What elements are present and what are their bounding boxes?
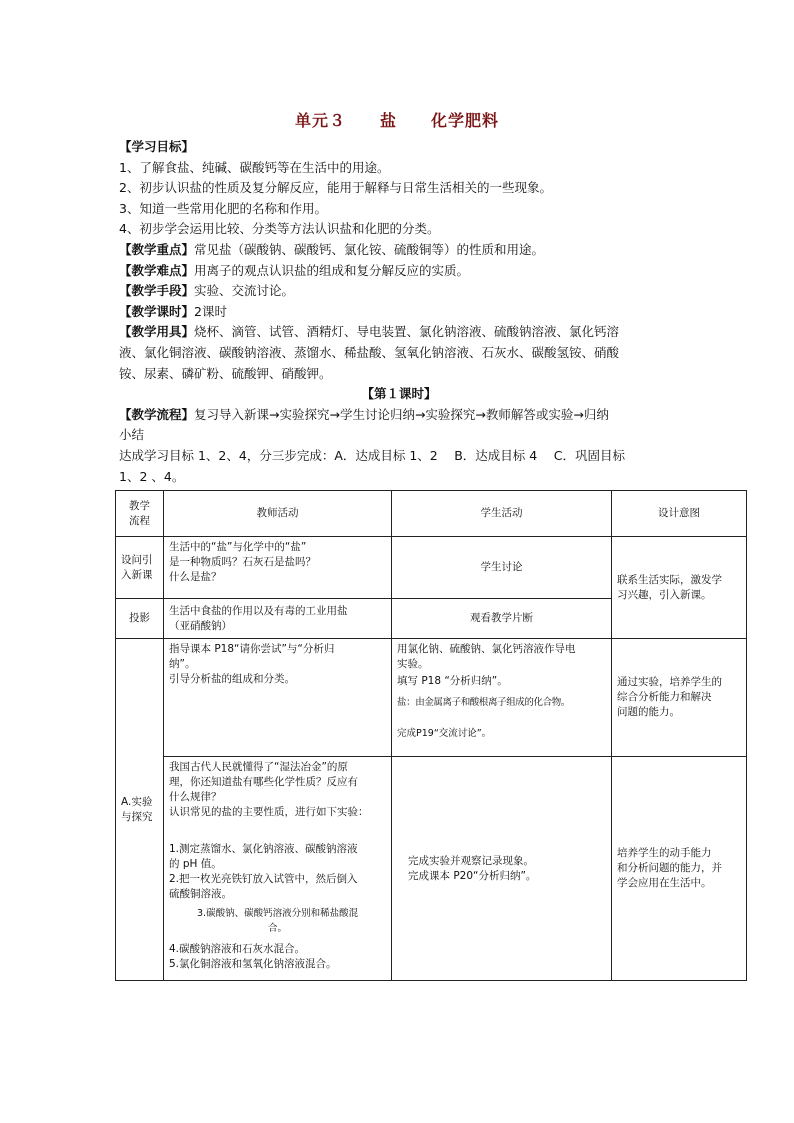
experiment-3-line: 3.碳酸钠、碳酸钙溶液分别和稀盐酸混 bbox=[197, 908, 359, 919]
experiment-1-line: 的 pH 值。 bbox=[169, 858, 222, 870]
hours-label: 【教学课时】 bbox=[119, 303, 195, 319]
intent-experiments-line: 学会应用在生活中。 bbox=[617, 877, 712, 889]
methods bbox=[119, 281, 679, 302]
objective-2: 2、初步认识盐的性质及复分解反应，能用于解释与日常生活相关的一些现象。 bbox=[119, 180, 552, 196]
lesson-table bbox=[115, 490, 747, 981]
teacher-intro-line: 是一种物质吗？石灰石是盐吗？ bbox=[169, 556, 316, 568]
objective-3: 3、知道一些常用化肥的名称和作用。 bbox=[119, 200, 327, 216]
methods-text: 实验、交流讨论。 bbox=[194, 283, 295, 299]
student-experiments bbox=[392, 757, 612, 981]
student-guide-line: 盐：由金属离子和酸根离子组成的化合物。 bbox=[397, 697, 570, 708]
key-points-text: 常见盐（碳酸钠、碳酸钙、氯化铵、硫酸铜等）的性质和用途。 bbox=[194, 241, 545, 257]
intent-intro-line: 习兴趣，引入新课。 bbox=[617, 588, 712, 601]
flow-experiment-line1: A.实验 bbox=[121, 795, 153, 808]
process-label: 【教学流程】 bbox=[119, 406, 195, 422]
table-row bbox=[116, 757, 747, 981]
header-flow bbox=[116, 491, 164, 537]
flow-experiment-line2: 与探究 bbox=[121, 810, 153, 823]
tools-line1: 烧杯、滴管、试管、酒精灯、导电装置、氯化钠溶液、硫酸钠溶液、氯化钙溶 bbox=[194, 324, 620, 340]
experiment-2 bbox=[169, 872, 386, 902]
experiment-4 bbox=[169, 942, 386, 957]
lesson-heading: 【第１课时】 bbox=[361, 386, 437, 402]
objective-4: 4、初步学会运用比较、分类等方法认识盐和化肥的分类。 bbox=[119, 221, 440, 237]
intent-guide-line: 通过实验，培养学生的 bbox=[617, 676, 722, 688]
intent-experiments-line: 培养学生的动手能力 bbox=[617, 847, 712, 859]
header-flow-line1: 教学 bbox=[129, 499, 150, 512]
process bbox=[119, 405, 679, 426]
header-student: 学生活动 bbox=[392, 491, 612, 537]
experiment-4-line: 4.碳酸钠溶液和石灰水混合。 bbox=[169, 943, 306, 955]
intent-guide-line: 综合分析能力和解决 bbox=[617, 691, 712, 703]
student-experiments-line: 完成课本 P20“分析归纳”。 bbox=[408, 869, 537, 882]
student-guide-line: 实验。 bbox=[397, 658, 429, 670]
intent-experiments-line: 和分析问题的能力，并 bbox=[617, 862, 722, 874]
intent-intro bbox=[612, 537, 747, 639]
student-guide bbox=[392, 639, 612, 757]
student-experiments-line: 完成实验并观察记录现象。 bbox=[408, 854, 534, 867]
key-points-label: 【教学重点】 bbox=[119, 241, 195, 257]
teacher-experiments-line: 我国古代人民就懂得了“湿法冶金”的原 bbox=[169, 761, 348, 773]
goals-line2: 1、2 、4。 bbox=[119, 468, 185, 484]
intent-guide bbox=[612, 639, 747, 757]
student-projection: 观看教学片断 bbox=[392, 599, 612, 639]
tools-label: 【教学用具】 bbox=[119, 324, 195, 340]
flow-intro-line1: 设问引 bbox=[121, 553, 153, 566]
intent-intro-line: 联系生活实际，激发学 bbox=[617, 573, 722, 586]
hours-text: 2课时 bbox=[194, 303, 227, 319]
student-guide-line: 填写 P18 “分析归纳”。 bbox=[397, 675, 508, 687]
difficulties-text: 用离子的观点认识盐的组成和复分解反应的实质。 bbox=[194, 262, 470, 278]
experiment-3-line: 合。 bbox=[267, 923, 287, 934]
experiment-1 bbox=[169, 842, 386, 872]
flow-intro-line2: 入新课 bbox=[121, 568, 153, 581]
experiment-2-line: 2.把一枚光亮铁钉放入试管中，然后倒入 bbox=[169, 873, 358, 885]
teacher-intro bbox=[164, 537, 392, 599]
objectives-heading: 【学习目标】 bbox=[119, 139, 195, 154]
teacher-guide bbox=[164, 639, 392, 757]
experiment-1-line: 1.测定蒸馏水、氯化钠溶液、碳酸钠溶液 bbox=[169, 843, 358, 855]
intent-experiments bbox=[612, 757, 747, 981]
methods-label: 【教学手段】 bbox=[119, 283, 195, 299]
intent-guide-line: 问题的能力。 bbox=[617, 706, 680, 718]
flow-intro bbox=[116, 537, 164, 599]
experiment-5 bbox=[169, 957, 386, 972]
difficulties-label: 【教学难点】 bbox=[119, 262, 195, 278]
experiment-3 bbox=[169, 906, 386, 936]
table-header-row bbox=[116, 491, 747, 537]
page-title: 单元３ 盐 化学肥料 bbox=[294, 111, 499, 130]
process-line2: 小结 bbox=[119, 427, 145, 443]
experiment-2-line: 硫酸铜溶液。 bbox=[169, 888, 232, 900]
teacher-projection bbox=[164, 599, 392, 639]
tools-line2: 液、氯化铜溶液、碳酸钠溶液、蒸馏水、稀盐酸、氢氧化钠溶液、石灰水、碳酸氢铵、硝酸 bbox=[119, 344, 620, 360]
teacher-guide-line: 纳”。 bbox=[169, 658, 196, 670]
teacher-experiments bbox=[164, 757, 392, 981]
teacher-experiments-line: 什么规律？ bbox=[169, 791, 222, 803]
tools bbox=[119, 322, 679, 343]
key-points bbox=[119, 240, 679, 261]
hours bbox=[119, 302, 679, 323]
teacher-experiments-line: 认识常见的盐的主要性质，进行如下实验： bbox=[169, 806, 369, 818]
teacher-intro-line: 什么是盐？ bbox=[169, 571, 222, 583]
student-intro: 学生讨论 bbox=[392, 537, 612, 599]
student-guide-line: 完成P19“交流讨论”。 bbox=[397, 728, 492, 739]
objective-1: 1、了解食盐、纯碱、碳酸钙等在生活中的用途。 bbox=[119, 159, 390, 175]
teacher-experiments-line: 理，你还知道盐有哪些化学性质？反应有 bbox=[169, 776, 358, 788]
student-guide-line: 用氯化钠、硫酸钠、氯化钙溶液作导电 bbox=[397, 643, 576, 655]
header-teacher: 教师活动 bbox=[164, 491, 392, 537]
teacher-intro-line: 生活中的“盐”与化学中的“盐” bbox=[169, 541, 307, 553]
flow-projection: 投影 bbox=[116, 599, 164, 639]
teacher-projection-line: 生活中食盐的作用以及有毒的工业用盐 bbox=[169, 604, 348, 617]
difficulties bbox=[119, 261, 679, 282]
tools-line3: 铵、尿素、磷矿粉、硫酸钾、硝酸钾。 bbox=[119, 365, 332, 381]
teacher-projection-line: （亚硝酸钠） bbox=[169, 619, 232, 632]
process-line1: 复习导入新课→实验探究→学生讨论归纳→实验探究→教师解答或实验→归纳 bbox=[194, 406, 609, 422]
goals-line1: 达成学习目标 1、2、4，分三步完成：A．达成目标 1、2 B．达成目标 4 C．巩固目标 bbox=[119, 447, 625, 463]
teacher-guide-line: 引导分析盐的组成和分类。 bbox=[169, 673, 295, 685]
table-row bbox=[116, 537, 747, 599]
table-row bbox=[116, 639, 747, 757]
header-intent: 设计意图 bbox=[612, 491, 747, 537]
document-body bbox=[119, 137, 679, 487]
header-flow-line2: 流程 bbox=[129, 514, 150, 527]
experiment-5-line: 5.氯化铜溶液和氢氧化钠溶液混合。 bbox=[169, 958, 337, 970]
flow-experiment bbox=[116, 639, 164, 981]
teacher-guide-line: 指导课本 P18“请你尝试”与“分析归 bbox=[169, 643, 335, 655]
